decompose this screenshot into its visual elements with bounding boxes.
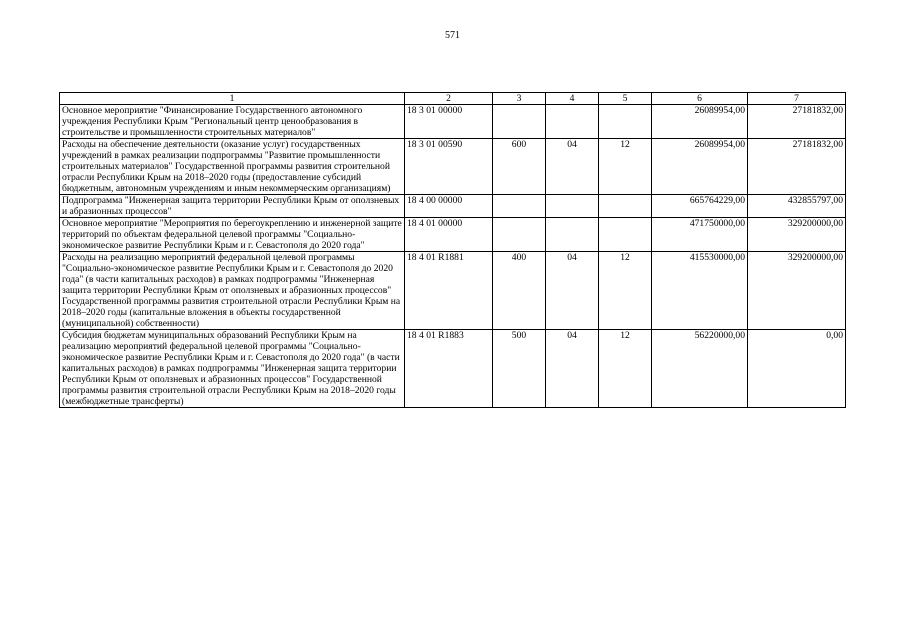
row-col4: 04 (546, 139, 599, 195)
row-code: 18 4 01 R1881 (405, 252, 493, 330)
row-col3: 500 (493, 330, 546, 408)
row-name: Подпрограмма "Инженерная защита территории Республики Крым от оползневых и абразионных процессов" (60, 195, 405, 218)
table-row (60, 139, 846, 195)
row-col5: 12 (599, 330, 652, 408)
row-amount-6: 26089954,00 (652, 139, 748, 195)
row-name: Основное мероприятие "Финансирование Государственного автономного учреждения Республики Крым "Региональный центр ценообразования в строительстве и промышленности строительных материалов" (60, 105, 405, 139)
row-col4: 04 (546, 330, 599, 408)
table-row (60, 195, 846, 218)
row-col3 (493, 105, 546, 139)
row-col3 (493, 195, 546, 218)
row-col5: 12 (599, 139, 652, 195)
row-amount-7: 27181832,00 (748, 105, 846, 139)
header-cell-1: 1 (60, 93, 405, 105)
row-col3 (493, 218, 546, 252)
row-col4 (546, 218, 599, 252)
row-col5 (599, 195, 652, 218)
row-amount-6: 415530000,00 (652, 252, 748, 330)
header-cell-7: 7 (748, 93, 846, 105)
header-cell-3: 3 (493, 93, 546, 105)
budget-table (59, 92, 846, 408)
row-amount-6: 665764229,00 (652, 195, 748, 218)
row-name: Расходы на реализацию мероприятий федеральной целевой программы "Социально-экономическое развитие Республики Крым и г. Севастополя до 2020 года" (в части капитальных расходов) в рамках подпрограммы "Инженерная защита территории Республики Крым от оползневых и абразионных процессов" Государственной программы развития строительной отрасли Республики Крым на 2018–2020 годы (капитальные вложения в объекты государственной (муниципальной) собственности) (60, 252, 405, 330)
row-amount-7: 27181832,00 (748, 139, 846, 195)
row-col3: 600 (493, 139, 546, 195)
row-col5 (599, 218, 652, 252)
row-amount-6: 471750000,00 (652, 218, 748, 252)
header-row (60, 93, 846, 105)
header-cell-2: 2 (405, 93, 493, 105)
row-amount-7: 329200000,00 (748, 218, 846, 252)
row-code: 18 4 01 00000 (405, 218, 493, 252)
row-name: Расходы на обеспечение деятельности (оказание услуг) государственных учреждений в рамках реализации подпрограммы "Развитие промышленности строительных материалов" Государственной программы развития строительной отрасли Республики Крым на 2018–2020 годы (предоставление субсидий бюджетным, автономным учреждениям и иным некоммерческим организациям) (60, 139, 405, 195)
row-col3: 400 (493, 252, 546, 330)
page-number: 571 (445, 30, 460, 41)
row-col4: 04 (546, 252, 599, 330)
row-amount-6: 26089954,00 (652, 105, 748, 139)
row-amount-7: 329200000,00 (748, 252, 846, 330)
row-col5 (599, 105, 652, 139)
header-cell-4: 4 (546, 93, 599, 105)
header-cell-5: 5 (599, 93, 652, 105)
row-amount-7: 0,00 (748, 330, 846, 408)
table-row (60, 330, 846, 408)
table-row (60, 252, 846, 330)
row-code: 18 4 01 R1883 (405, 330, 493, 408)
row-code: 18 3 01 00590 (405, 139, 493, 195)
row-name: Субсидия бюджетам муниципальных образований Республики Крым на реализацию мероприятий федеральной целевой программы "Социально-экономическое развитие Республики Крым и г. Севастополя до 2020 года" (в части капитальных расходов) в рамках подпрограммы "Инженерная защита территории Республики Крым от оползневых и абразионных процессов" Государственной программы развития строительной отрасли Республики Крым на 2018–2020 годы (межбюджетные трансферты) (60, 330, 405, 408)
row-code: 18 4 00 00000 (405, 195, 493, 218)
row-amount-7: 432855797,00 (748, 195, 846, 218)
table-row (60, 218, 846, 252)
row-name: Основное мероприятие "Мероприятия по берегоукреплению и инженерной защите территорий по объектам федеральной целевой программы "Социально-экономическое развитие Республики Крым и г. Севастополя до 2020 года" (60, 218, 405, 252)
table-row (60, 105, 846, 139)
row-col5: 12 (599, 252, 652, 330)
row-col4 (546, 105, 599, 139)
row-col4 (546, 195, 599, 218)
row-code: 18 3 01 00000 (405, 105, 493, 139)
header-cell-6: 6 (652, 93, 748, 105)
row-amount-6: 56220000,00 (652, 330, 748, 408)
